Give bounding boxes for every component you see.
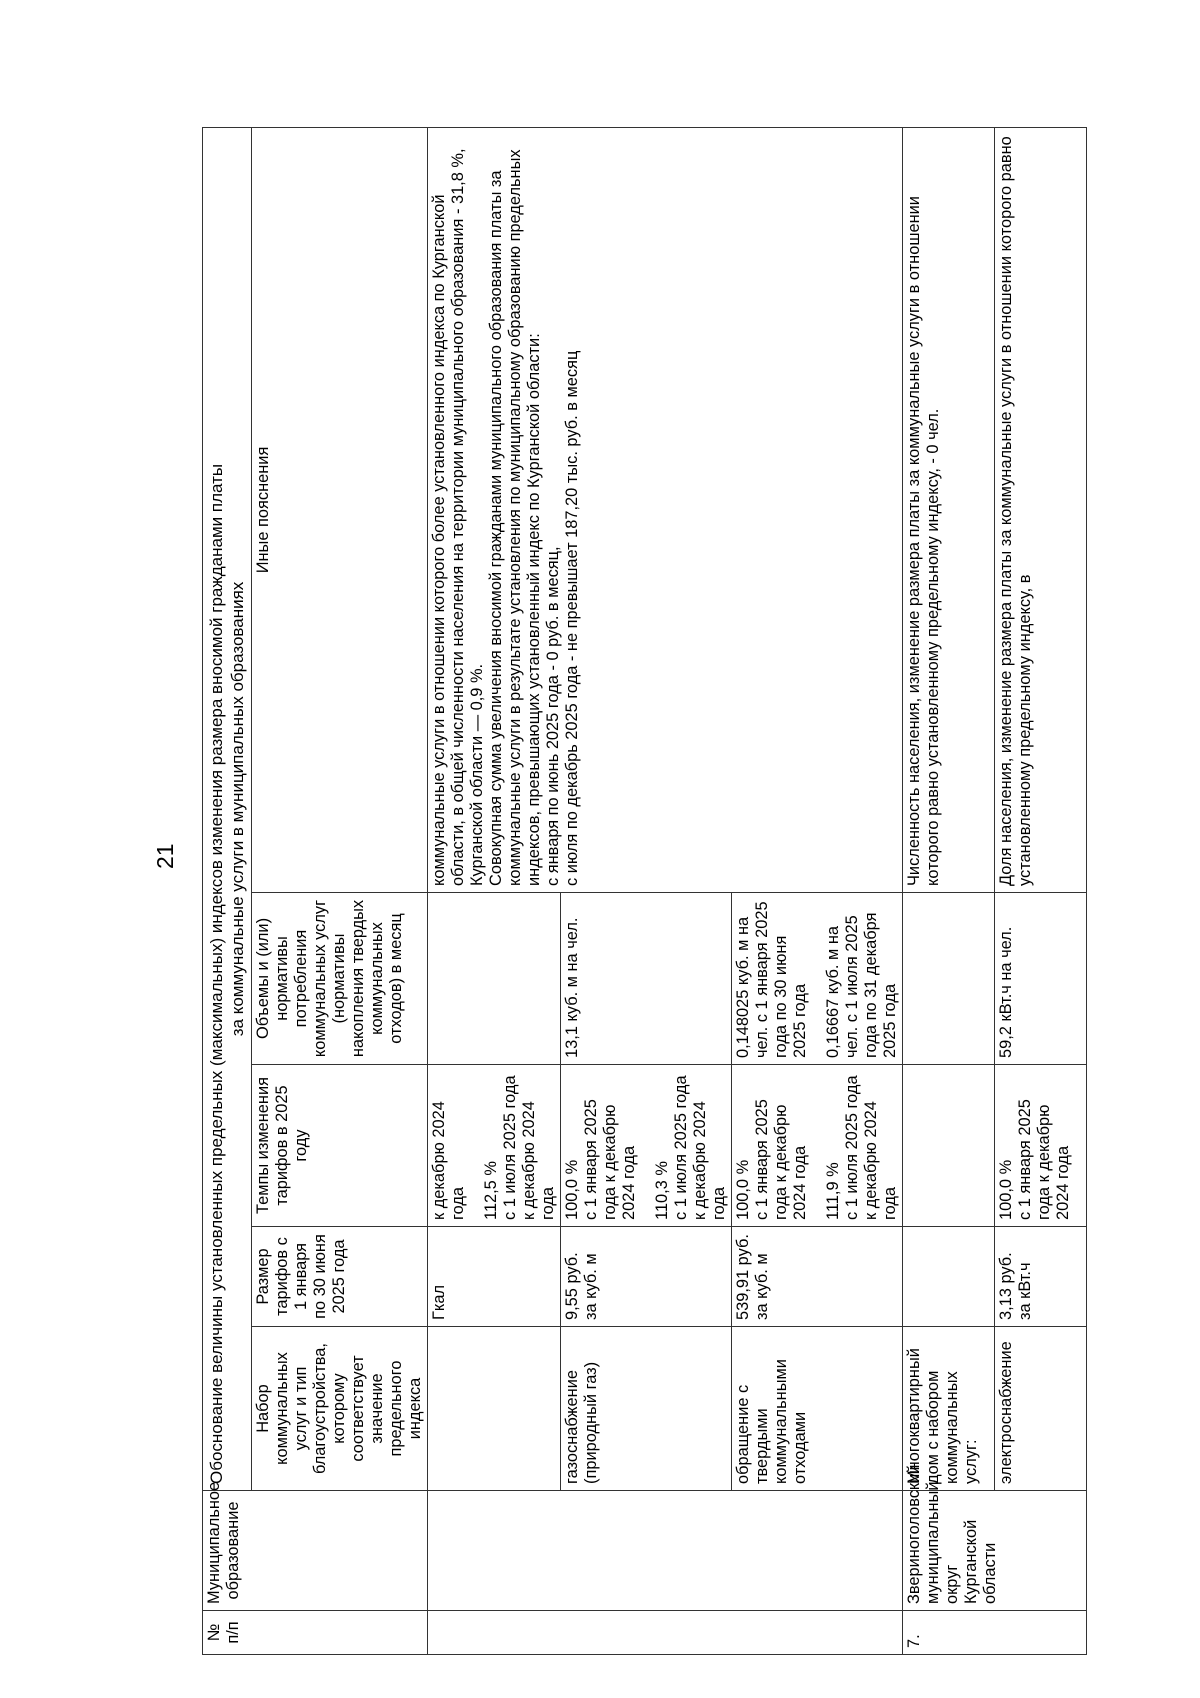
page-number: 21 — [152, 843, 178, 869]
row7-num: 7. — [903, 1611, 1087, 1655]
waste-tariff: 539,91 руб. за куб. м — [732, 1227, 903, 1327]
header-municipality: Муниципальное образование — [203, 1491, 428, 1611]
heat-volume — [428, 893, 561, 1065]
table-row — [995, 127, 1087, 1654]
elec-rates: 100,0 % с 1 января 2025 года к декабрю 2024 года — [995, 1065, 1087, 1227]
gas-rates: 100,0 % с 1 января 2025 года к декабрю 2024 года 110,3 % с 1 июля 2025 года к декабрю 2024 года — [561, 1065, 732, 1227]
row7-house-rates — [903, 1065, 995, 1227]
header-row — [203, 127, 252, 1654]
waste-rates: 100,0 % с 1 января 2025 года к декабрю 2024 года 111,9 % с 1 июля 2025 года к декабрю 2024 года — [732, 1065, 903, 1227]
header-volumes: Объемы и (или) нормативы потребления коммунальных услуг (нормативы накопления твердых коммунальных отходов) в месяц — [252, 893, 428, 1065]
title-line-1: Обоснование величины установленных предельных (максимальных) индексов изменения размера вносимой гражданами платы — [207, 463, 226, 1484]
gas-volume: 13,1 куб. м на чел. — [561, 893, 732, 1065]
cont-municipality — [428, 1491, 903, 1611]
header-set: Набор коммунальных услуг и тип благоустройства, которому соответствует значение предельного индекса — [252, 1327, 428, 1491]
elec-tariff: 3,13 руб. за кВт.ч — [995, 1227, 1087, 1327]
heat-rates: к декабрю 2024 года 112,5 % с 1 июля 2025 года к декабрю 2024 года — [428, 1065, 561, 1227]
cont-notes: коммунальные услуги в отношении которого более установленного индекса по Курганской области, в общей численности населения на территории муниципального образования - 31,8 %, Курганской области — 0,9 %. Совокупная сумма увеличения вносимой гражданами муниципального образования платы за коммунальные услуги в результате установления по муниципальному образованию предельных индексов, превышающих установленный индекс по Курганской области: с января по июнь 2025 года - 0 руб. в месяц, с июля по декабрь 2025 года - не превышает 187,20 тыс. руб. в месяц — [428, 127, 903, 892]
table-row — [428, 127, 561, 1654]
row7-notes-b: Доля населения, изменение размера платы за коммунальные услуги в отношении которого равно установленному предельному индексу, в — [995, 127, 1087, 892]
heat-tariff: Гкал — [428, 1227, 561, 1327]
waste-volume: 0,148025 куб. м на чел. с 1 января 2025 года по 30 июня 2025 года 0,16667 куб. м на чел. с 1 июля 2025 года по 31 декабря 2025 года — [732, 893, 903, 1065]
row7-house-volume — [903, 893, 995, 1065]
row7-notes-a: Численность населения, изменение размера платы за коммунальные услуги в отношении которого равно установленному предельному индексу, - 0 чел. — [903, 127, 995, 892]
gas-name: газоснабжение (природный газ) — [561, 1327, 732, 1491]
tariff-index-table — [202, 127, 1087, 1655]
cont-set — [428, 1327, 561, 1491]
table-row — [903, 127, 995, 1654]
elec-name: электроснабжение — [995, 1327, 1087, 1491]
subheader-row — [252, 127, 428, 1654]
header-notes: Иные пояснения — [252, 127, 428, 892]
gas-tariff: 9,55 руб. за куб. м — [561, 1227, 732, 1327]
title-line-2: за коммунальные услуги в муниципальных образованиях — [228, 581, 247, 1037]
row7-municipality: Звериноголовский муниципальный округ Курганской области — [903, 1491, 1087, 1611]
cont-num — [428, 1611, 903, 1655]
row7-house-tariff — [903, 1227, 995, 1327]
header-tariff: Размер тарифов с 1 января по 30 июня 2025 года — [252, 1227, 428, 1327]
row7-house: Многоквартирный дом с набором коммунальных услуг: — [903, 1327, 995, 1491]
header-num: № п/п — [203, 1611, 428, 1655]
table-title — [203, 127, 252, 1490]
waste-name: обращение с твердыми коммунальными отходами — [732, 1327, 903, 1491]
header-rates: Темпы изменения тарифов в 2025 году — [252, 1065, 428, 1227]
elec-volume: 59,2 кВт.ч на чел. — [995, 893, 1087, 1065]
